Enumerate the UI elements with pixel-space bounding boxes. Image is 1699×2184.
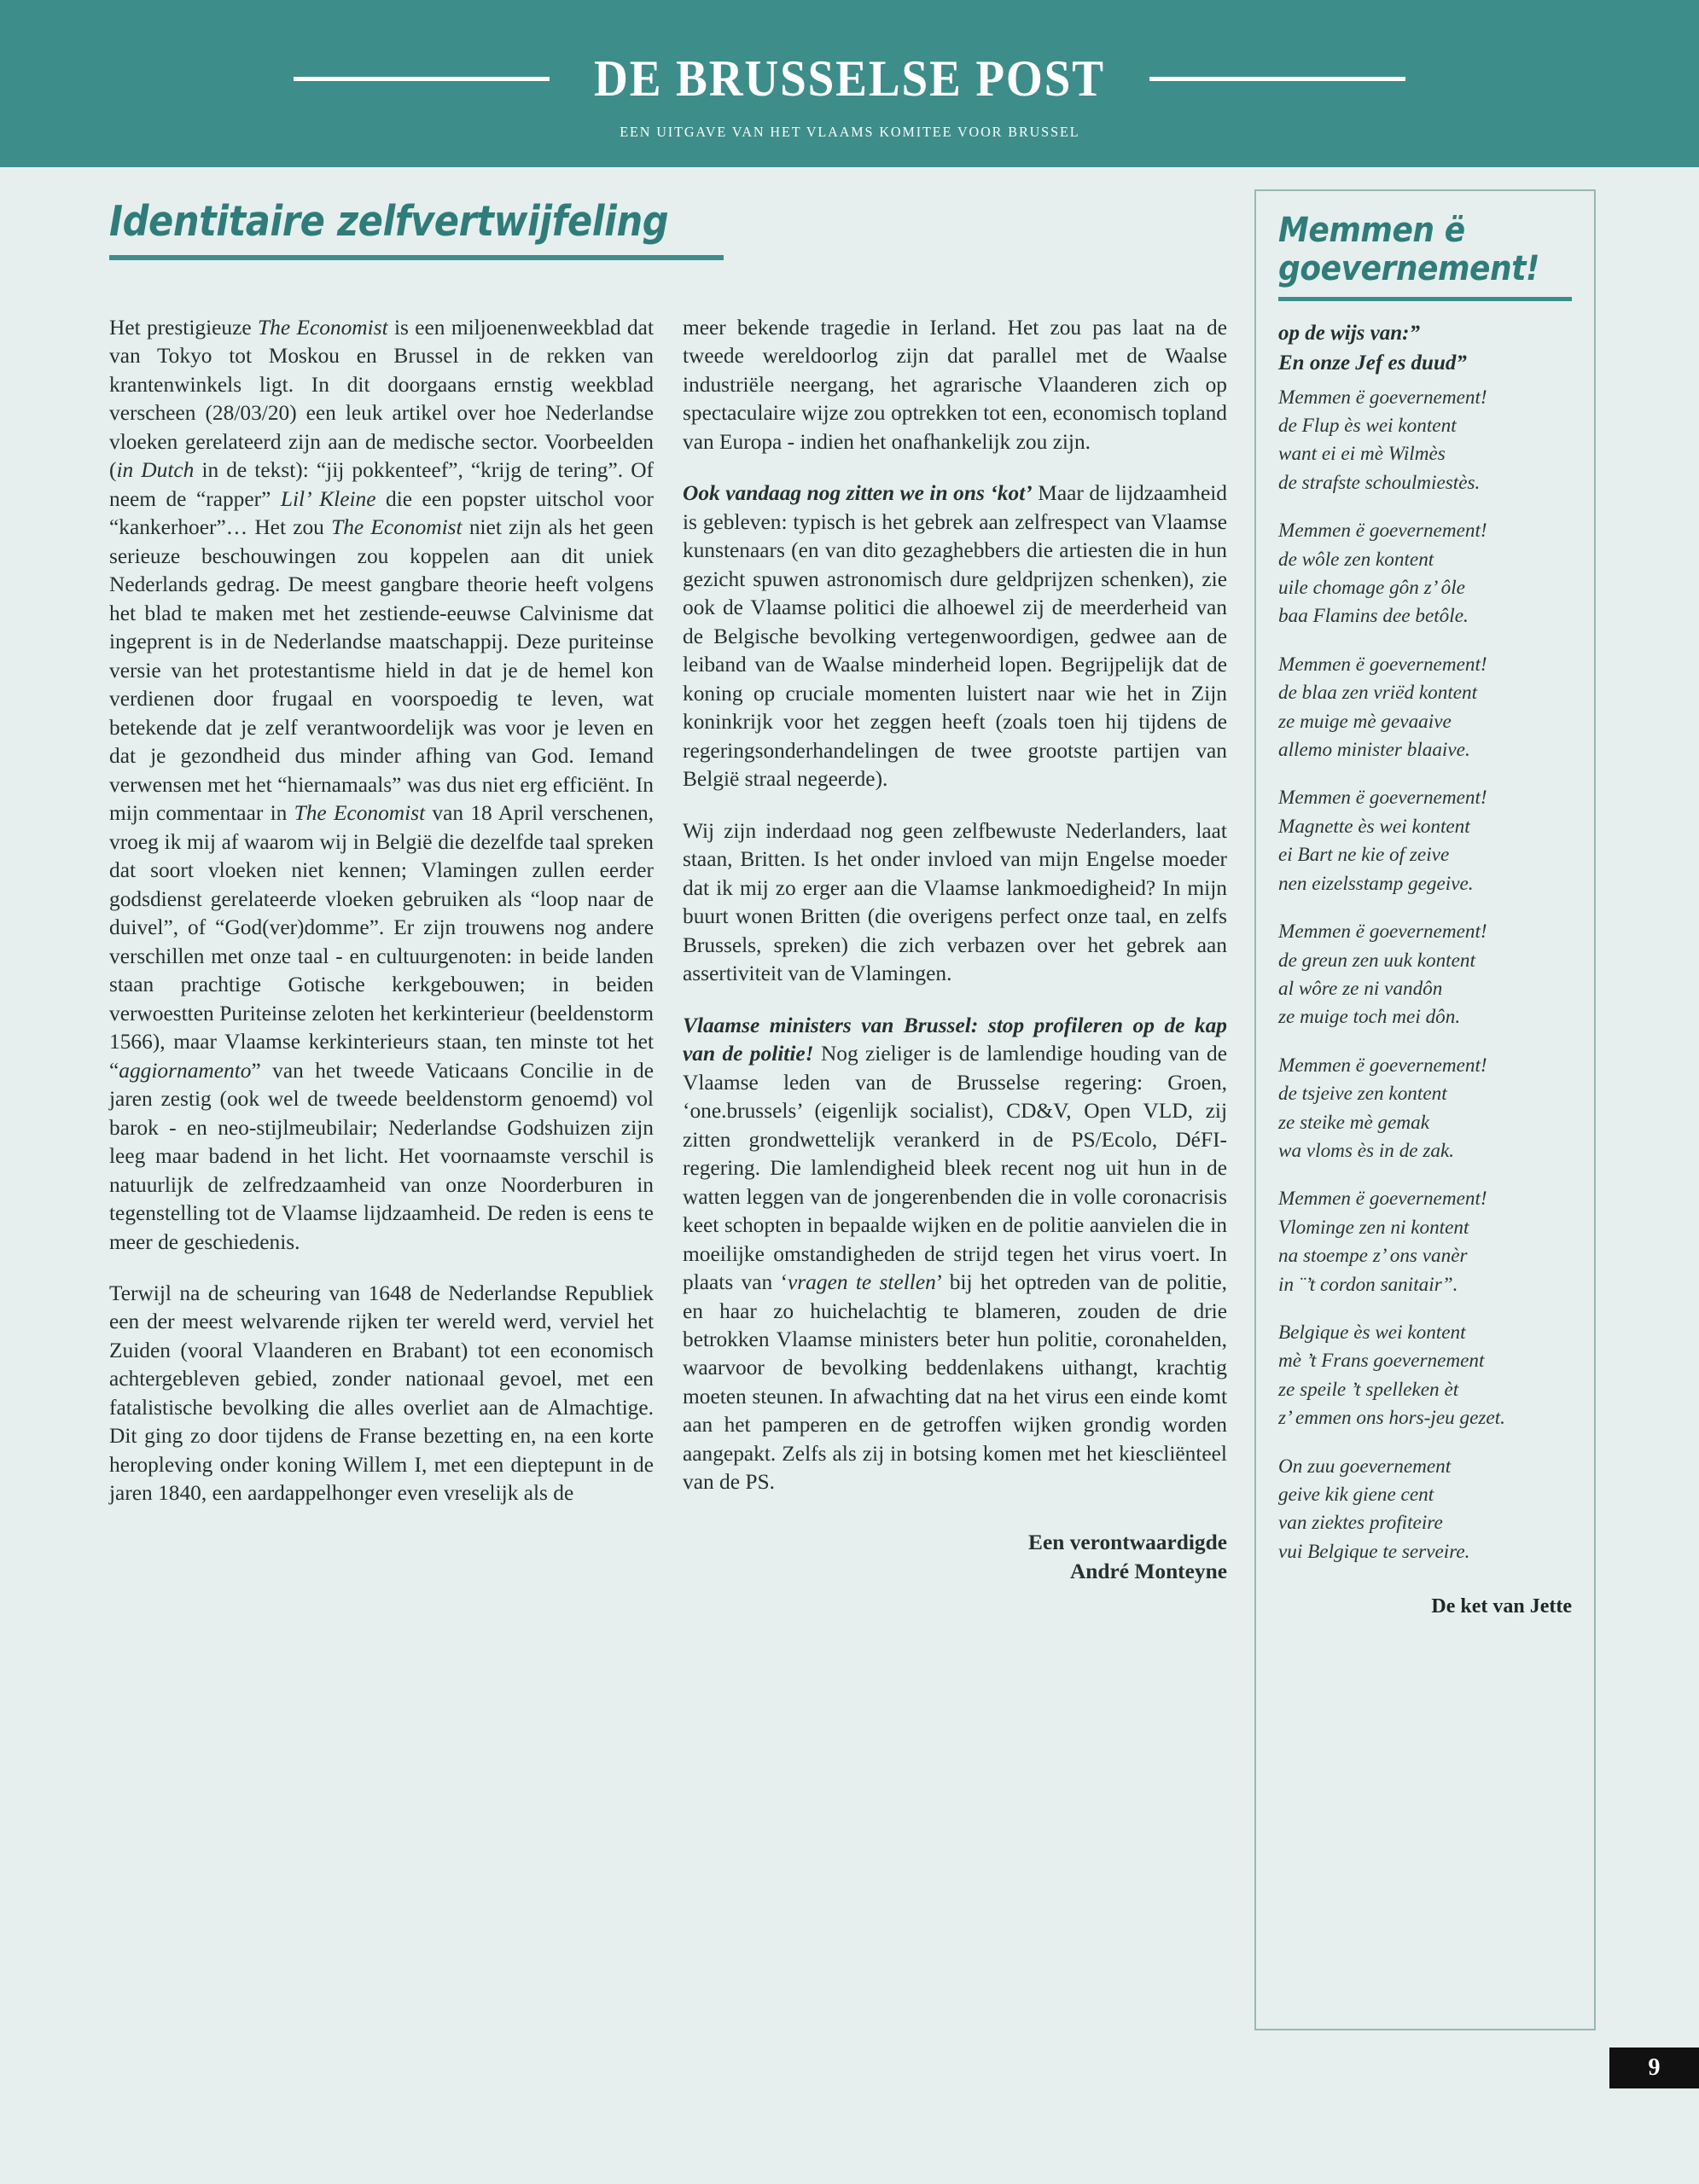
poem-line: Memmen ë goevernement! <box>1278 1054 1487 1077</box>
poem-line: uile chomage gôn z’ ôle <box>1278 577 1465 600</box>
tune-line-1: op de wijs van:” <box>1278 321 1420 345</box>
poem-stanza <box>1278 1319 1572 1433</box>
poem-line: Memmen ë goevernement! <box>1278 921 1487 944</box>
poem-line: z’ emmen ons hors-jeu gezet. <box>1278 1407 1505 1430</box>
poem-line: ze steike mè gemak <box>1278 1111 1430 1134</box>
paragraph <box>683 1012 1227 1497</box>
masthead-rule-left <box>294 77 550 81</box>
poem-line: ze muige mè gevaaive <box>1278 710 1452 733</box>
article-signature <box>683 1528 1227 1587</box>
italic-run: The Economist <box>258 316 388 340</box>
paragraph: Terwijl na de scheuring van 1648 de Nederlandse Republiek een der meest welvarende rijken ter wereld werd, verviel het Zuiden (vooral Vlaanderen en Brabant) tot een economisch achtergebleven gebied, zonder nationaal gevoel, met een fatalistische bevolking die alles overliet aan de Almachtige. Dit ging zo door tijdens de Franse bezetting en, na een korte heropleving onder koning Willem I, met een dieptepunt in de jaren 1840, een aardappelhonger even vreselijk als de <box>109 1281 654 1506</box>
poem-stanza <box>1278 918 1572 1032</box>
poem-line: na stoempe z’ ons vanèr <box>1278 1245 1468 1268</box>
poem-line: nen eizelsstamp gegeive. <box>1278 872 1474 895</box>
paragraph: Wij zijn inderdaad nog geen zelfbewuste Nederlanders, laat staan, Britten. Is het onder invloed van mijn Engelse moeder dat ik mij zo erger aan die Vlaamse lankmoedigheid? In mijn buurt wonen Britten (die overigens perfect onze taal, en zelfs Brussels, spreken) die zich verbazen over het gebrek aan assertiviteit van de Vlamingen. <box>683 818 1227 986</box>
poem-line: Memmen ë goevernement! <box>1278 653 1487 676</box>
poem-line: Memmen ë goevernement! <box>1278 520 1487 543</box>
poem-line: mè ’t Frans goevernement <box>1278 1350 1485 1373</box>
paragraph-lead-in: Vlaamse ministers van Brussel: stop profileren op de kap van de politie! <box>683 1013 1227 1066</box>
italic-run: aggiornamento <box>119 1058 252 1083</box>
paragraph-lead-in: Ook vandaag nog zitten we in ons ‘kot’ <box>683 481 1033 506</box>
sidebar-divider <box>1278 297 1572 301</box>
article-column-1 <box>109 314 654 1508</box>
text-run: Het prestigieuze <box>109 316 259 340</box>
poem-line: Memmen ë goevernement! <box>1278 386 1487 409</box>
sidebar-title: Memmen ë goevernement! <box>1278 211 1539 288</box>
text-run: van 18 April verschenen, vroeg ik mij af waarom wij in België die dezelfde taal spreken dat soort vloeken niet kennen; Vlamingen zullen eerder godsdienst gerelateerde vloeken gebruiken als “loop naar de duivel”, of “God(ver)domme”. Er zijn trouwens nog andere verschillen met onze taal - en cultuurgenoten: in beide landen staan prachtige Gotische kerkgebouwen; in beiden verwoestten Puriteinse zeloten het kerkinterieur (beeldenstorm 1566), maar Vlaamse kerkinterieurs staan, ten minste tot het “ <box>109 801 654 1083</box>
article-column-2 <box>683 314 1227 1586</box>
poem-line: wa vloms ès in de zak. <box>1278 1139 1455 1162</box>
poem-line: On zuu goevernement <box>1278 1455 1452 1478</box>
italic-run: vragen te stellen <box>788 1270 936 1295</box>
poem-stanza <box>1278 651 1572 765</box>
poem-line: ze speile ’t spelleken èt <box>1278 1378 1459 1401</box>
sidebar-poem-box <box>1254 189 1596 2030</box>
poem-line: baa Flamins dee betôle. <box>1278 605 1469 628</box>
poem-line: Magnette ès wei kontent <box>1278 815 1470 838</box>
poem-stanza <box>1278 517 1572 631</box>
italic-run: The Economist <box>294 801 426 826</box>
poem-line: Memmen ë goevernement! <box>1278 787 1487 810</box>
poem-line: de tsjeive zen kontent <box>1278 1083 1447 1106</box>
paragraph <box>109 314 654 1257</box>
page-number-badge: 9 <box>1609 2048 1699 2088</box>
text-run: ” van het tweede Vaticaans Concilie in de jaren zestig (ook wel de tweede beeldenstorm genoemd) vol barok - en neo-stijlmeubilair; Nederlandse Godshuizen zijn leeg maar badend in het licht. Het voornaamste verschil is natuurlijk de zelfredzaamheid van onze Noorderburen in tegenstelling tot de Vlaamse lijdzaamheid. De reden is eens te meer de geschiedenis. <box>109 1058 654 1254</box>
poem-line: de wôle zen kontent <box>1278 548 1434 571</box>
text-run: Nog zieliger is de lamlendige houding van de Vlaamse leden van de Brusselse regering: Groen, ‘one.brussels’ (eigenlijk socialist), CD&V, Open VLD, zij zitten grondwettelijk verankerd in de PS/Ecolo, DéFI-regering. Die lamlendigheid bleek recent nog uit hun in de watten leggen van de jongerenbenden die in volle coronacrisis keet schopten in bepaalde wijken en de politie aanvielen die in moeilijke omstandigheden de strijd tegen het virus voert. In plaats van ‘ <box>683 1042 1227 1295</box>
poem-line: Vlominge zen ni kontent <box>1278 1216 1469 1239</box>
poem-line: allemo minister blaaive. <box>1278 739 1470 762</box>
poem-line: geive kik giene cent <box>1278 1484 1434 1506</box>
poem-stanza <box>1278 1453 1572 1567</box>
poem-stanza <box>1278 1185 1572 1299</box>
poem-line: Belgique ès wei kontent <box>1278 1321 1466 1344</box>
masthead-rule-right <box>1149 77 1405 81</box>
masthead-title: DE BRUSSELSE POST <box>594 49 1105 107</box>
sidebar-tune <box>1278 318 1572 379</box>
masthead-title-row <box>0 49 1699 108</box>
paragraph <box>683 479 1227 793</box>
signature-line-1: Een verontwaardigde <box>1028 1530 1227 1554</box>
poem-line: de strafste schoulmiestès. <box>1278 471 1481 494</box>
poem-line: van ziektes profiteire <box>1278 1512 1443 1535</box>
poem-line: de greun zen uuk kontent <box>1278 949 1475 972</box>
poem-stanza <box>1278 384 1572 498</box>
poem-line: ei Bart ne kie of zeive <box>1278 844 1450 867</box>
tune-line-2: En onze Jef es duud” <box>1278 351 1467 375</box>
italic-run: Lil’ Kleine <box>280 486 376 511</box>
italic-run: The Economist <box>331 515 463 540</box>
text-run: Maar de lijdzaamheid is gebleven: typisch is het gebrek aan zelfrespect van Vlaamse kunstenaars (en van dito gezaghebbers die artiesten die in hun gezicht spuwen astronomisch dure geldprijzen schenken), zie ook de Vlaamse politici die alhoewel zij de meerderheid van de Belgische bevolking vertegenwoordigen, gedwee aan de leiband van de Waalse minderheid lopen. Begrijpelijk dat de koning op cruciale momenten luistert naar wie het in Zijn koninkrijk voor het zeggen heeft (zoals toen hij tijdens de regeringsonderhandelingen de twee grootste partijen van België straal negeerde). <box>683 481 1227 792</box>
text-run: niet zijn als het geen serieuze beschouwingen zou koppelen aan dit uniek Nederlands gedrag. De meest gangbare theorie heeft volgens het blad te maken met het zestiende-eeuwse Calvinisme dat ingeprent is in de Nederlandse maatschappij. Deze puriteinse versie van het protestantisme hield in dat je de hemel kon verdienen door frugaal en voorspoedig te leven, wat betekende dat je zelf verantwoordelijk was voor je leven en dat je gezondheid dus minder afhing van God. Iemand verwensen met het “hiernamaals” was dus niet erg efficiënt. In mijn commentaar in <box>109 515 654 826</box>
page-title: Identitaire zelfvertwijfeling <box>109 197 669 246</box>
poem-stanza <box>1278 1052 1572 1166</box>
poem-line: de Flup ès wei kontent <box>1278 415 1457 437</box>
paragraph: meer bekende tragedie in Ierland. Het zou pas laat na de tweede wereldoorlog zijn dat parallel met de Waalse industriële neergang, het agrarische Vlaanderen zich op spectaculaire wijze zou optrekken tot een, economisch topland van Europa - indien het onafhankelijk zou zijn. <box>683 316 1227 454</box>
text-run: ’ bij het optreden van de politie, en haar zo huichelachtig te blameren, zouden de drie betrokken Vlaamse ministers beter hun politie, coronahelden, waarvoor de bevolking beddenlakens uithangt, krachtig moeten steunen. In afwachting dat na het virus een einde komt aan het pamperen en de getroffen wijken grondig worden aangepakt. Zelfs als zij in botsing komen met het kiescliënteel van de PS. <box>683 1270 1227 1495</box>
signature-line-2: André Monteyne <box>1069 1560 1227 1584</box>
poem-line: in ¨’t cordon sanitair”. <box>1278 1273 1458 1296</box>
sidebar-signature: De ket van Jette <box>1431 1595 1572 1618</box>
article-headline-block <box>109 197 1159 260</box>
poem-line: want ei ei mè Wilmès <box>1278 443 1446 466</box>
poem-line: al wôre ze ni vandôn <box>1278 977 1443 1000</box>
text-run: is een miljoenenweekblad dat van Tokyo tot Moskou en Brussel in de rekken van krantenwinkels ligt. In dit doorgaans ernstig weekblad verscheen (28/03/20) een leuk artikel over hoe Nederlandse vloeken gerelateerd zijn aan de medische sector. Voorbeelden ( <box>109 316 655 483</box>
masthead <box>0 0 1699 167</box>
poem-line: ze muige toch mei dôn. <box>1278 1006 1461 1029</box>
poem-line: de blaa zen vriëd kontent <box>1278 682 1478 705</box>
poem-line: vui Belgique te serveire. <box>1278 1540 1470 1563</box>
text-run: die een popster uitschol voor “kankerhoer”… Het zou <box>109 486 654 540</box>
poem-line: Memmen ë goevernement! <box>1278 1188 1487 1211</box>
masthead-subtitle: EEN UITGAVE VAN HET VLAAMS KOMITEE VOOR BRUSSEL <box>619 123 1080 140</box>
italic-run: in Dutch <box>116 458 195 483</box>
text-run: in de tekst): “jij pokkenteef”, “krijg de tering”. Of neem de “rapper” <box>109 458 654 511</box>
headline-divider <box>109 255 724 260</box>
poem-stanza <box>1278 784 1572 898</box>
